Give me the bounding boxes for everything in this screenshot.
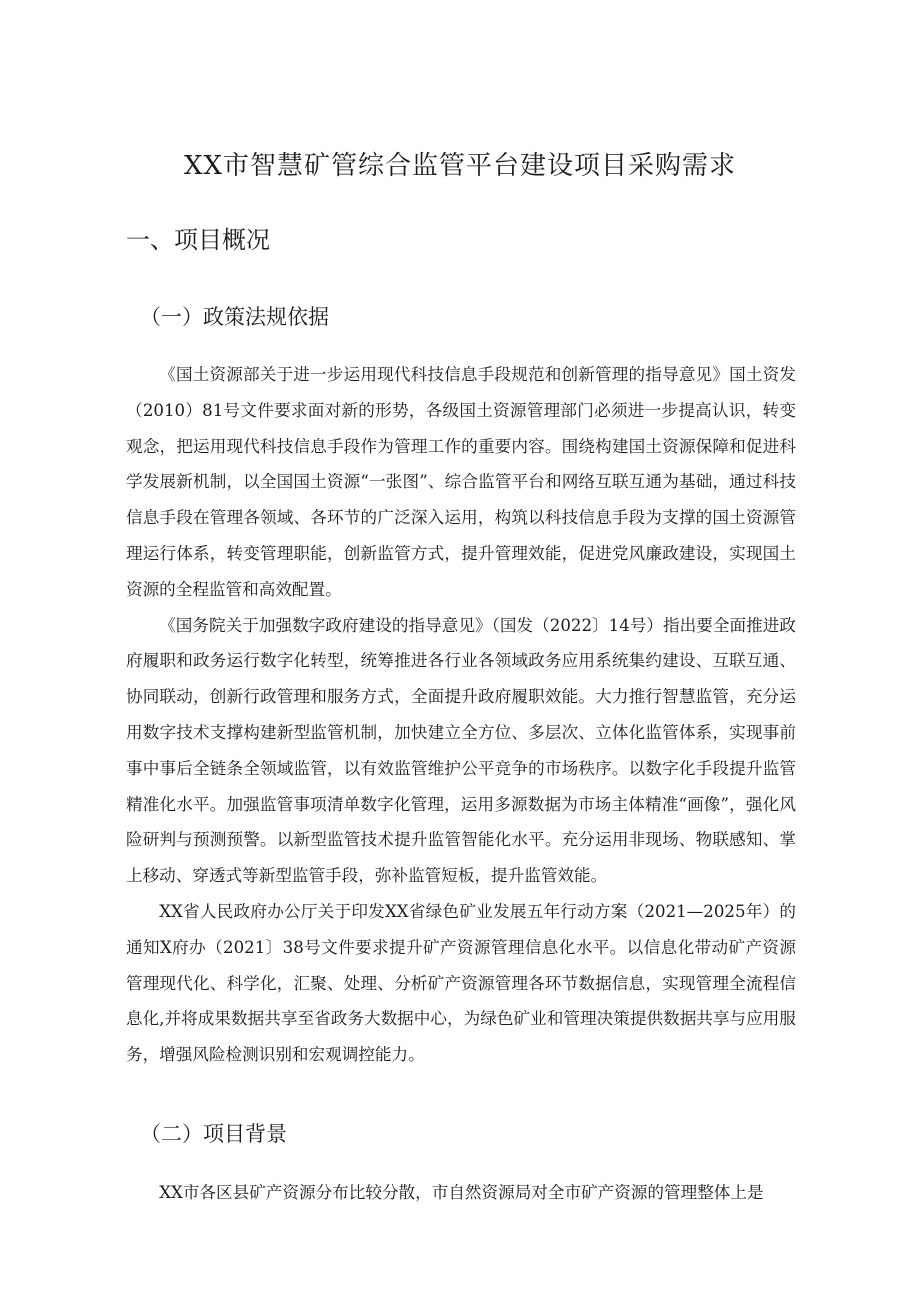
paragraph: XX市各区县矿产资源分布比较分散，市自然资源局对全市矿产资源的管理整体上是 [159, 1183, 764, 1202]
paragraph: XX省人民政府办公厅关于印发XX省绿色矿业发展五年行动方案（2021—2025年）的通知X府办（2021〕38号文件要求提升矿产资源管理信息化水平。以信息化带动矿产资源管理现代化、科学化，汇聚、处理、分析矿产资源管理各环节数据信息，实现管理全流程信息化,并将成果数据共享至省政务大数据中心，为绿色矿业和管理决策提供数据共享与应用服务，增强风险检测识别和宏观调控能力。 [126, 901, 796, 1065]
section-heading-project-overview: 一、项目概况 [126, 226, 270, 254]
paragraph: 《国土资源部关于进一步运用现代科技信息手段规范和创新管理的指导意见》国土资发（2010）81号文件要求面对新的形势，各级国土资源管理部门必须进一步提高认识，转变观念，把运用现代科技信息手段作为管理工作的重要内容。围绕构建国土资源保障和促进科学发展新机制，以全国国土资源“一张图”、综合监管平台和网络互联互通为基础，通过科技信息手段在管理各领域、各环节的广泛深入运用，构筑以科技信息手段为支撑的国土资源管理运行体系，转变管理职能，创新监管方式，提升管理效能，促进党风廉政建设，实现国土资源的全程监管和高效配置。 [126, 365, 796, 599]
paragraph: 《国务院关于加强数字政府建设的指导意见》（国发（2022〕14号）指出要全面推进政府履职和政务运行数字化转型，统筹推进各行业各领域政务应用系统集约建设、互联互通、协同联动，创新行政管理和服务方式，全面提升政府履职效能。大力推行智慧监管，充分运用数字技术支撑构建新型监管机制，加快建立全方位、多层次、立体化监管体系，实现事前事中事后全链条全领域监管，以有效监管维护公平竞争的市场秩序。以数字化手段提升监管精准化水平。加强监管事项清单数字化管理，运用多源数据为市场主体精准“画像”，强化风险研判与预测预警。以新型监管技术提升监管智能化水平。充分运用非现场、物联感知、掌上移动、穿透式等新型监管手段，弥补监管短板，提升监管效能。 [126, 615, 796, 886]
project-background-body [126, 1175, 796, 1211]
policy-basis-body [126, 357, 796, 1073]
subsection-heading-policy-basis: （一）政策法规依据 [140, 305, 329, 329]
subsection-heading-project-background: （二）项目背景 [140, 1122, 287, 1146]
document-title: XX市智慧矿管综合监管平台建设项目采购需求 [183, 151, 737, 181]
